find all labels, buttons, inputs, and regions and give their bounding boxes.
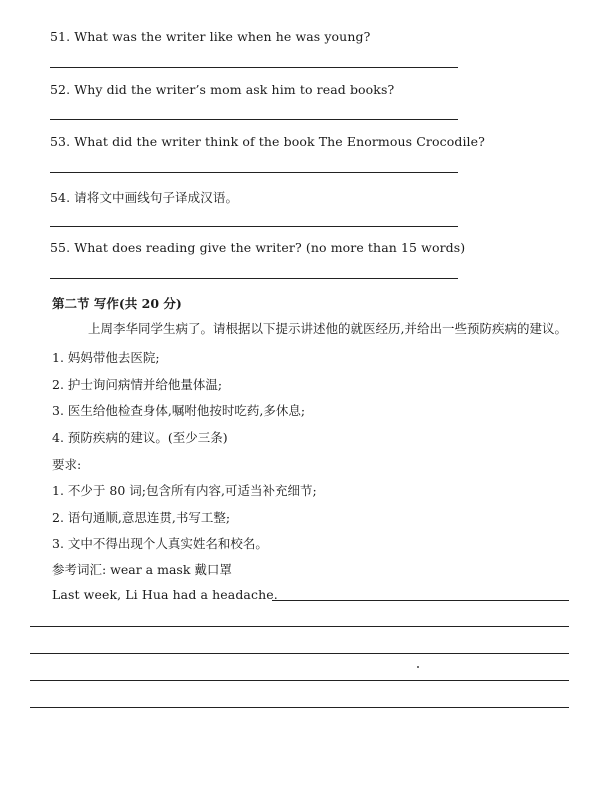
scan-speck: [417, 666, 419, 668]
essay-line-3: [30, 680, 569, 681]
essay-line-2: [30, 653, 569, 654]
hint-1: 1. 妈妈带他去医院;: [52, 350, 160, 365]
essay-line-1: [30, 626, 569, 627]
hint-3: 3. 医生给他检查身体,嘱咐他按时吃药,多休息;: [52, 403, 306, 418]
question-54: 54. 请将文中画线句子译成汉语。: [50, 190, 239, 205]
requirement-1: 1. 不少于 80 词;包含所有内容,可适当补充细节;: [52, 483, 317, 498]
essay-line-0: [272, 600, 569, 601]
hint-2: 2. 护士询问病情并给他量体温;: [52, 377, 223, 392]
answer-line-55: [50, 278, 458, 279]
answer-line-51: [50, 67, 458, 68]
question-55: 55. What does reading give the writer? (no more than 15 words): [50, 240, 466, 255]
question-52: 52. Why did the writer’s mom ask him to read books?: [50, 82, 395, 97]
writing-intro: 上周李华同学生病了。请根据以下提示讲述他的就医经历,并给出一些预防疾病的建议。: [88, 321, 567, 336]
answer-line-52: [50, 119, 458, 120]
hint-4: 4. 预防疾病的建议。(至少三条): [52, 430, 228, 445]
essay-starter: Last week, Li Hua had a headache.: [52, 587, 278, 602]
essay-line-4: [30, 707, 569, 708]
vocab-hint: 参考词汇: wear a mask 戴口罩: [52, 562, 232, 577]
question-53: 53. What did the writer think of the book The Enormous Crocodile?: [50, 134, 485, 149]
requirement-2: 2. 语句通顺,意思连贯,书写工整;: [52, 510, 231, 525]
question-51: 51. What was the writer like when he was young?: [50, 29, 371, 44]
requirement-3: 3. 文中不得出现个人真实姓名和校名。: [52, 536, 268, 551]
requirements-label: 要求:: [52, 457, 82, 472]
section-title: 第二节 写作(共 20 分): [52, 296, 182, 311]
answer-line-53: [50, 172, 458, 173]
answer-line-54: [50, 226, 458, 227]
